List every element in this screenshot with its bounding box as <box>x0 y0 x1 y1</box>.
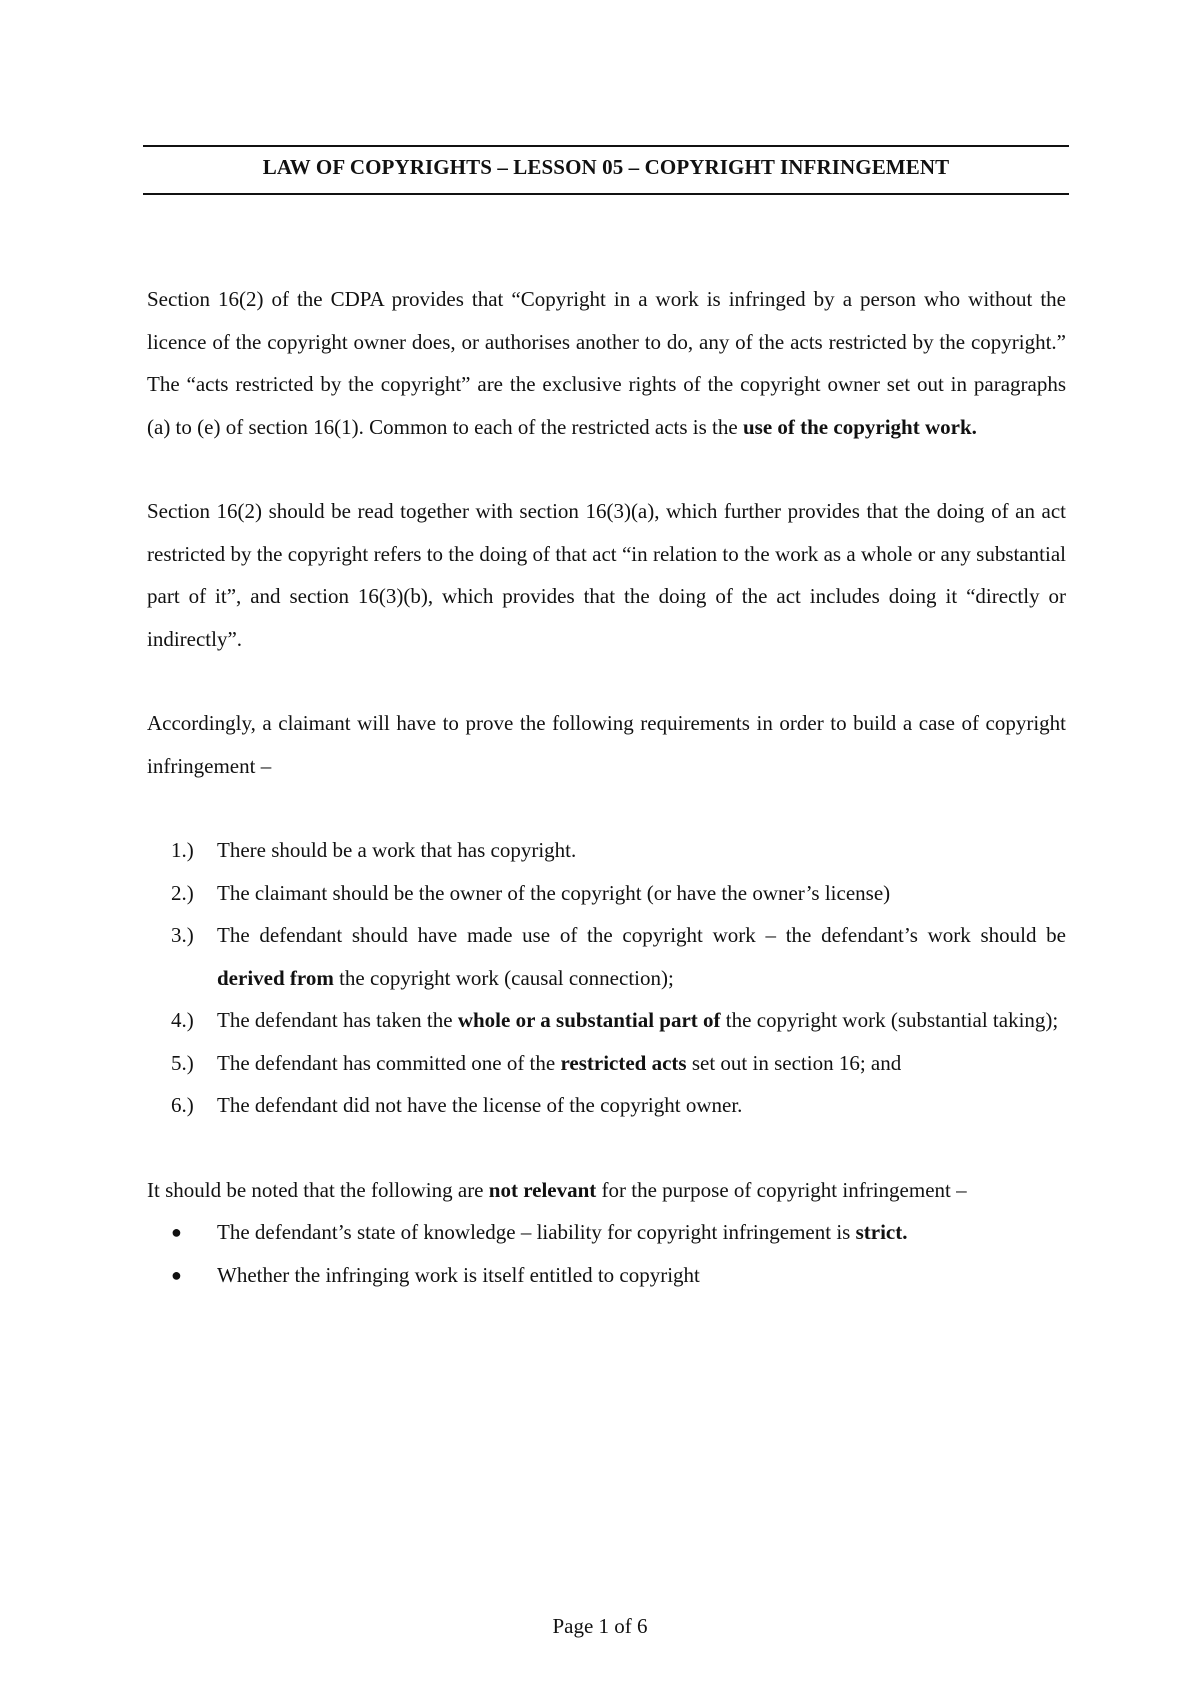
list-item-number: 4.) <box>171 1008 194 1032</box>
list-item-bold-text: restricted acts <box>560 1050 687 1075</box>
list-item-text <box>217 1084 1066 1127</box>
list-item-text-part: The defendant has taken the <box>217 1008 458 1032</box>
document-title: LAW OF COPYRIGHTS – LESSON 05 – COPYRIGHT INFRINGEMENT <box>262 155 950 179</box>
list-item <box>147 1084 1066 1127</box>
list-item-text <box>217 999 1066 1042</box>
paragraph-not-relevant <box>147 1169 1066 1212</box>
list-item <box>147 999 1066 1042</box>
paragraph-text: Section 16(2) of the CDPA provides that “Copyright in a work is infringed by a person who without the licence of the copyright owner does, or authorises another to do, any of the acts restricted by the copyright.” The “acts restricted by the copyright” are the exclusive rights of the copyright owner set out in paragraphs (a) to (e) of section 16(1). Common to each of the restricted acts is the <box>147 287 1066 439</box>
list-item-text-part: The defendant has committed one of the <box>217 1050 561 1075</box>
paragraph-bold-text: not relevant <box>488 1177 597 1202</box>
list-item-bold-text: derived from <box>217 965 334 990</box>
not-relevant-list <box>147 1211 1066 1296</box>
paragraph-text: It should be noted that the following are <box>147 1177 489 1202</box>
list-item-text-part: set out in section 16; and <box>686 1050 902 1075</box>
paragraph-requirements-intro: Accordingly, a claimant will have to prove the following requirements in order to build a case of copyright infringement – <box>147 711 1066 778</box>
list-item-text-part: the copyright work (causal connection); <box>333 965 674 990</box>
list-item-number: 5.) <box>171 1050 194 1075</box>
list-item-text-part: The claimant should be the owner of the copyright (or have the owner’s license) <box>217 880 891 905</box>
list-item-number: 3.) <box>171 923 194 947</box>
bullet-bold-text: strict. <box>855 1220 908 1244</box>
bullet-item-text <box>217 1254 1066 1297</box>
bullet-item <box>147 1211 1066 1254</box>
bullet-text-part: Whether the infringing work is itself entitled to copyright <box>217 1262 700 1287</box>
list-item <box>147 914 1066 999</box>
list-item-text <box>217 872 1066 915</box>
document-body <box>147 278 1066 1296</box>
bullet-text-part: The defendant’s state of knowledge – liability for copyright infringement is <box>217 1220 856 1244</box>
page-number: Page 1 of 6 <box>552 1614 648 1638</box>
title-top-rule <box>143 145 1069 147</box>
list-item <box>147 872 1066 915</box>
bullet-icon: ● <box>171 1222 182 1242</box>
title-bottom-rule <box>143 193 1069 195</box>
list-item-bold-text: whole or a substantial part of <box>457 1008 721 1032</box>
paragraph-section-16-3: Section 16(2) should be read together with section 16(3)(a), which further provides that the doing of an act restricted by the copyright refers to the doing of that act “in relation to the work as a whole or any substantial part of it”, and section 16(3)(b), which provides that the doing of the act includes doing it “directly or indirectly”. <box>147 499 1066 651</box>
list-item-text-part: The defendant should have made use of the copyright work – the defendant’s work should be <box>217 923 1066 947</box>
list-item-text-part: the copyright work (substantial taking); <box>720 1008 1059 1032</box>
list-item-text-part: There should be a work that has copyright. <box>217 838 577 862</box>
bullet-item-text <box>217 1211 1066 1254</box>
list-item <box>147 1042 1066 1085</box>
paragraph-section-16-2 <box>147 278 1066 448</box>
list-item-text <box>217 829 1066 872</box>
list-item-number: 6.) <box>171 1093 194 1117</box>
list-item-text <box>217 914 1066 999</box>
bullet-item <box>147 1254 1066 1297</box>
list-item-number: 1.) <box>171 838 194 862</box>
list-item-text <box>217 1042 1066 1085</box>
paragraph-bold-text: use of the copyright work. <box>742 414 977 439</box>
list-item <box>147 829 1066 872</box>
list-item-text-part: The defendant did not have the license of the copyright owner. <box>217 1093 743 1117</box>
list-item-number: 2.) <box>171 880 194 905</box>
bullet-icon: ● <box>171 1264 182 1285</box>
requirements-list <box>147 829 1066 1127</box>
paragraph-text: for the purpose of copyright infringement – <box>596 1177 967 1202</box>
